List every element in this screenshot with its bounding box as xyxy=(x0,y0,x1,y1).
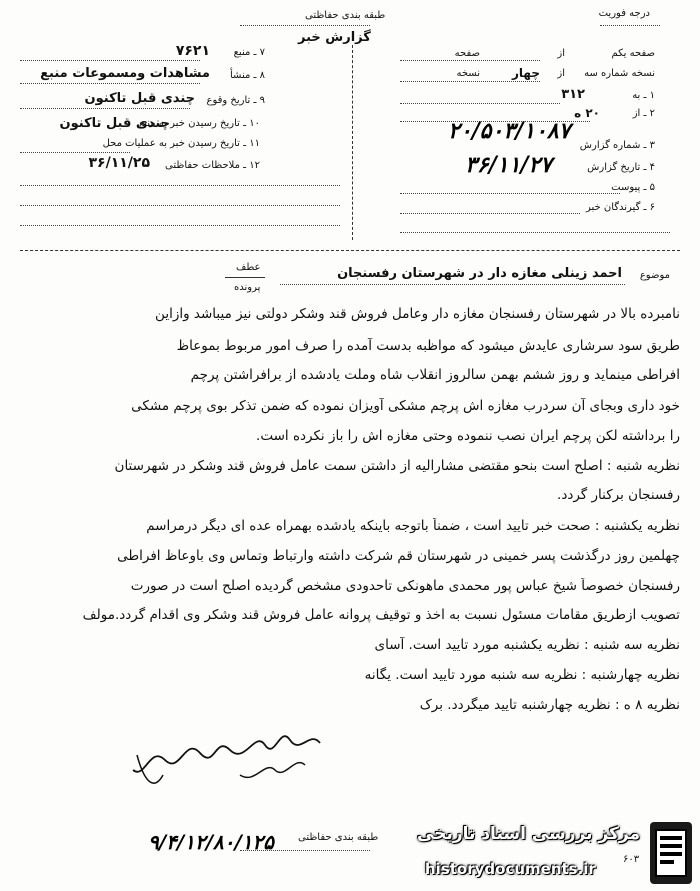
page-line xyxy=(400,60,540,61)
field-12-value: ۳۶/۱۱/۲۵ xyxy=(88,155,150,171)
body-line: خود داری وبجای آن سردرب مغازه اش پرچم مشکی آویزان نموده که ضمن تذکر بوی پرچم مشکی xyxy=(131,398,680,414)
classification-top: طبقه بندی حفاظتی xyxy=(305,10,386,21)
body-line: تصویب ازطریق مقامات مسئول نسبت به اخذ و توقیف پروانه عامل فروش قند وشکر وی اقدام گردد.مولف xyxy=(82,607,680,623)
field-11-label: ۱۱ ـ تاریخ رسیدن خبر به عملیات محل xyxy=(102,138,260,149)
body-line: چهلمین روز درگذشت پسر خمینی در شهرستان قم شرکت داشته وارتباط وتماس وی باوعاظ افراطی xyxy=(117,548,680,564)
atf-divider xyxy=(225,277,265,278)
copy-label: نسخه شماره سه xyxy=(584,68,655,79)
field-7-label: ۷ ـ منبع xyxy=(233,47,265,58)
handwritten-signature xyxy=(125,725,325,795)
f5-label: ۵ ـ پیوست xyxy=(611,182,655,193)
left-empty-line-2 xyxy=(20,205,340,206)
field-7-value: ۷۶۲۱ xyxy=(175,43,210,59)
field-10-value: چندی قبل تاکنون xyxy=(59,116,170,131)
page-mark: ۶۰۳ xyxy=(623,854,640,865)
field-9-line xyxy=(20,108,190,109)
f1-line xyxy=(400,103,560,104)
parvandeh-label: پرونده xyxy=(234,282,261,293)
body-line: رفسنجان برکنار گردد. xyxy=(557,487,680,503)
f4-label: ۴ ـ تاریخ گزارش xyxy=(587,162,655,173)
header-separator xyxy=(20,250,680,251)
body-line: نظریه چهارشنبه : نظریه سه شنبه مورد تایید است. یگانه xyxy=(364,667,680,683)
f6-label: ۶ ـ گیرندگان خبر xyxy=(585,202,655,213)
copy-total: چهار xyxy=(512,66,540,80)
subject-line xyxy=(280,284,625,285)
body-line: طریق سود سرشاری عایدش میشود که مواظبه بدست آمده را صرف امور مربوط بموعاظ xyxy=(176,338,680,354)
subject-text: احمد زینلی مغازه دار در شهرستان رفسنجان xyxy=(337,266,622,281)
f3-value-handwritten: ۲۰/۵۰۳/۱۰۸۷ xyxy=(448,118,571,144)
field-8-line xyxy=(20,83,200,84)
f5-line xyxy=(400,193,620,194)
atf-label: عطف xyxy=(236,262,261,273)
f4-value-handwritten: ۳۶/۱۱/۲۷ xyxy=(465,152,552,178)
subject-label: موضوع xyxy=(639,270,670,281)
body-line: نظریه شنبه : اصلح است بنحو مقتضی مشارالیه از داشتن سمت عامل فروش قند وشکر در شهرستان xyxy=(114,458,680,474)
field-8-value: مشاهدات ومسموعات منبع xyxy=(40,66,210,81)
left-empty-line-3 xyxy=(20,225,340,226)
f1-value: ۳۱۲ xyxy=(561,87,585,102)
priority-label: درجه فوریت xyxy=(598,8,650,19)
watermark-site: historydocuments.ir xyxy=(425,860,596,878)
page-unit: صفحه xyxy=(454,48,480,59)
body-line: نامبرده بالا در شهرستان رفسنجان مغازه دار وعامل فروش قند وشکر دولتی نیز میباشد وازاین xyxy=(155,306,680,322)
field-10-label: ۱۰ ـ تاریخ رسیدن خبر به منبع xyxy=(138,118,260,129)
field-9-label: ۹ ـ تاریخ وقوع xyxy=(206,95,265,106)
f6-line xyxy=(400,213,580,214)
handwritten-code: ۹/۴/۱۲/۸۰/۱۲۵ xyxy=(148,830,274,854)
page-label: صفحه یکم xyxy=(611,48,655,59)
report-title: گزارش خبر xyxy=(298,30,371,45)
f2-value: ۲۰ ه xyxy=(574,106,600,120)
f3-label: ۳ ـ شماره گزارش xyxy=(579,140,655,151)
field-8-label: ۸ ـ منشأ xyxy=(229,70,265,81)
signature-scribble xyxy=(125,725,325,795)
left-empty-line-1 xyxy=(20,185,340,186)
classification-top-line xyxy=(240,25,370,26)
priority-line xyxy=(600,25,660,26)
copy-unit: نسخه xyxy=(456,68,480,79)
classification-bottom: طبقه بندی حفاظتی xyxy=(298,832,379,843)
copy-line xyxy=(400,81,540,82)
body-line: نظریه ۸ ه : نظریه چهارشنبه تایید میگردد. برک xyxy=(419,697,680,713)
body-line: را برداشته لکن پرچم ایران نصب ننموده وحتی مغازه اش را باز نکرده است. xyxy=(256,428,680,444)
watermark xyxy=(415,818,695,888)
copy-of: از xyxy=(557,68,565,79)
right-empty-line xyxy=(400,232,670,233)
watermark-org-name: مرکز بررسی اسناد تاریخی xyxy=(417,824,640,844)
field-12-label: ۱۲ ـ ملاحظات حفاظتی xyxy=(165,160,260,171)
field-9-value: چندی قبل تاکنون xyxy=(84,91,195,106)
body-line: نظریه سه شنبه : نظریه یکشنبه مورد تایید است. آسای xyxy=(374,637,680,653)
body-line: نظریه یکشنبه : صحت خبر تایید است ، ضمناً باتوجه باینکه یادشده بهمراه عده ای دیگر درمراسم xyxy=(146,518,680,534)
field-7-line xyxy=(20,60,200,61)
column-divider xyxy=(352,45,353,240)
archive-logo-icon xyxy=(650,822,692,884)
body-line: افراطی مینماید و روز ششم بهمن سالروز انقلاب شاه وملت یادشده از برافراشتن پرچم xyxy=(190,367,680,383)
f2-label: ۲ ـ از xyxy=(632,108,655,119)
body-line: رفسنجان خصوصاً شیخ عباس پور محمدی ماهونکی تاحدودی مشخص گردیده اصلح است در صورت xyxy=(130,578,680,594)
f1-label: ۱ ـ به xyxy=(632,90,655,101)
page-of: از xyxy=(557,48,565,59)
field-11-line xyxy=(20,152,130,153)
